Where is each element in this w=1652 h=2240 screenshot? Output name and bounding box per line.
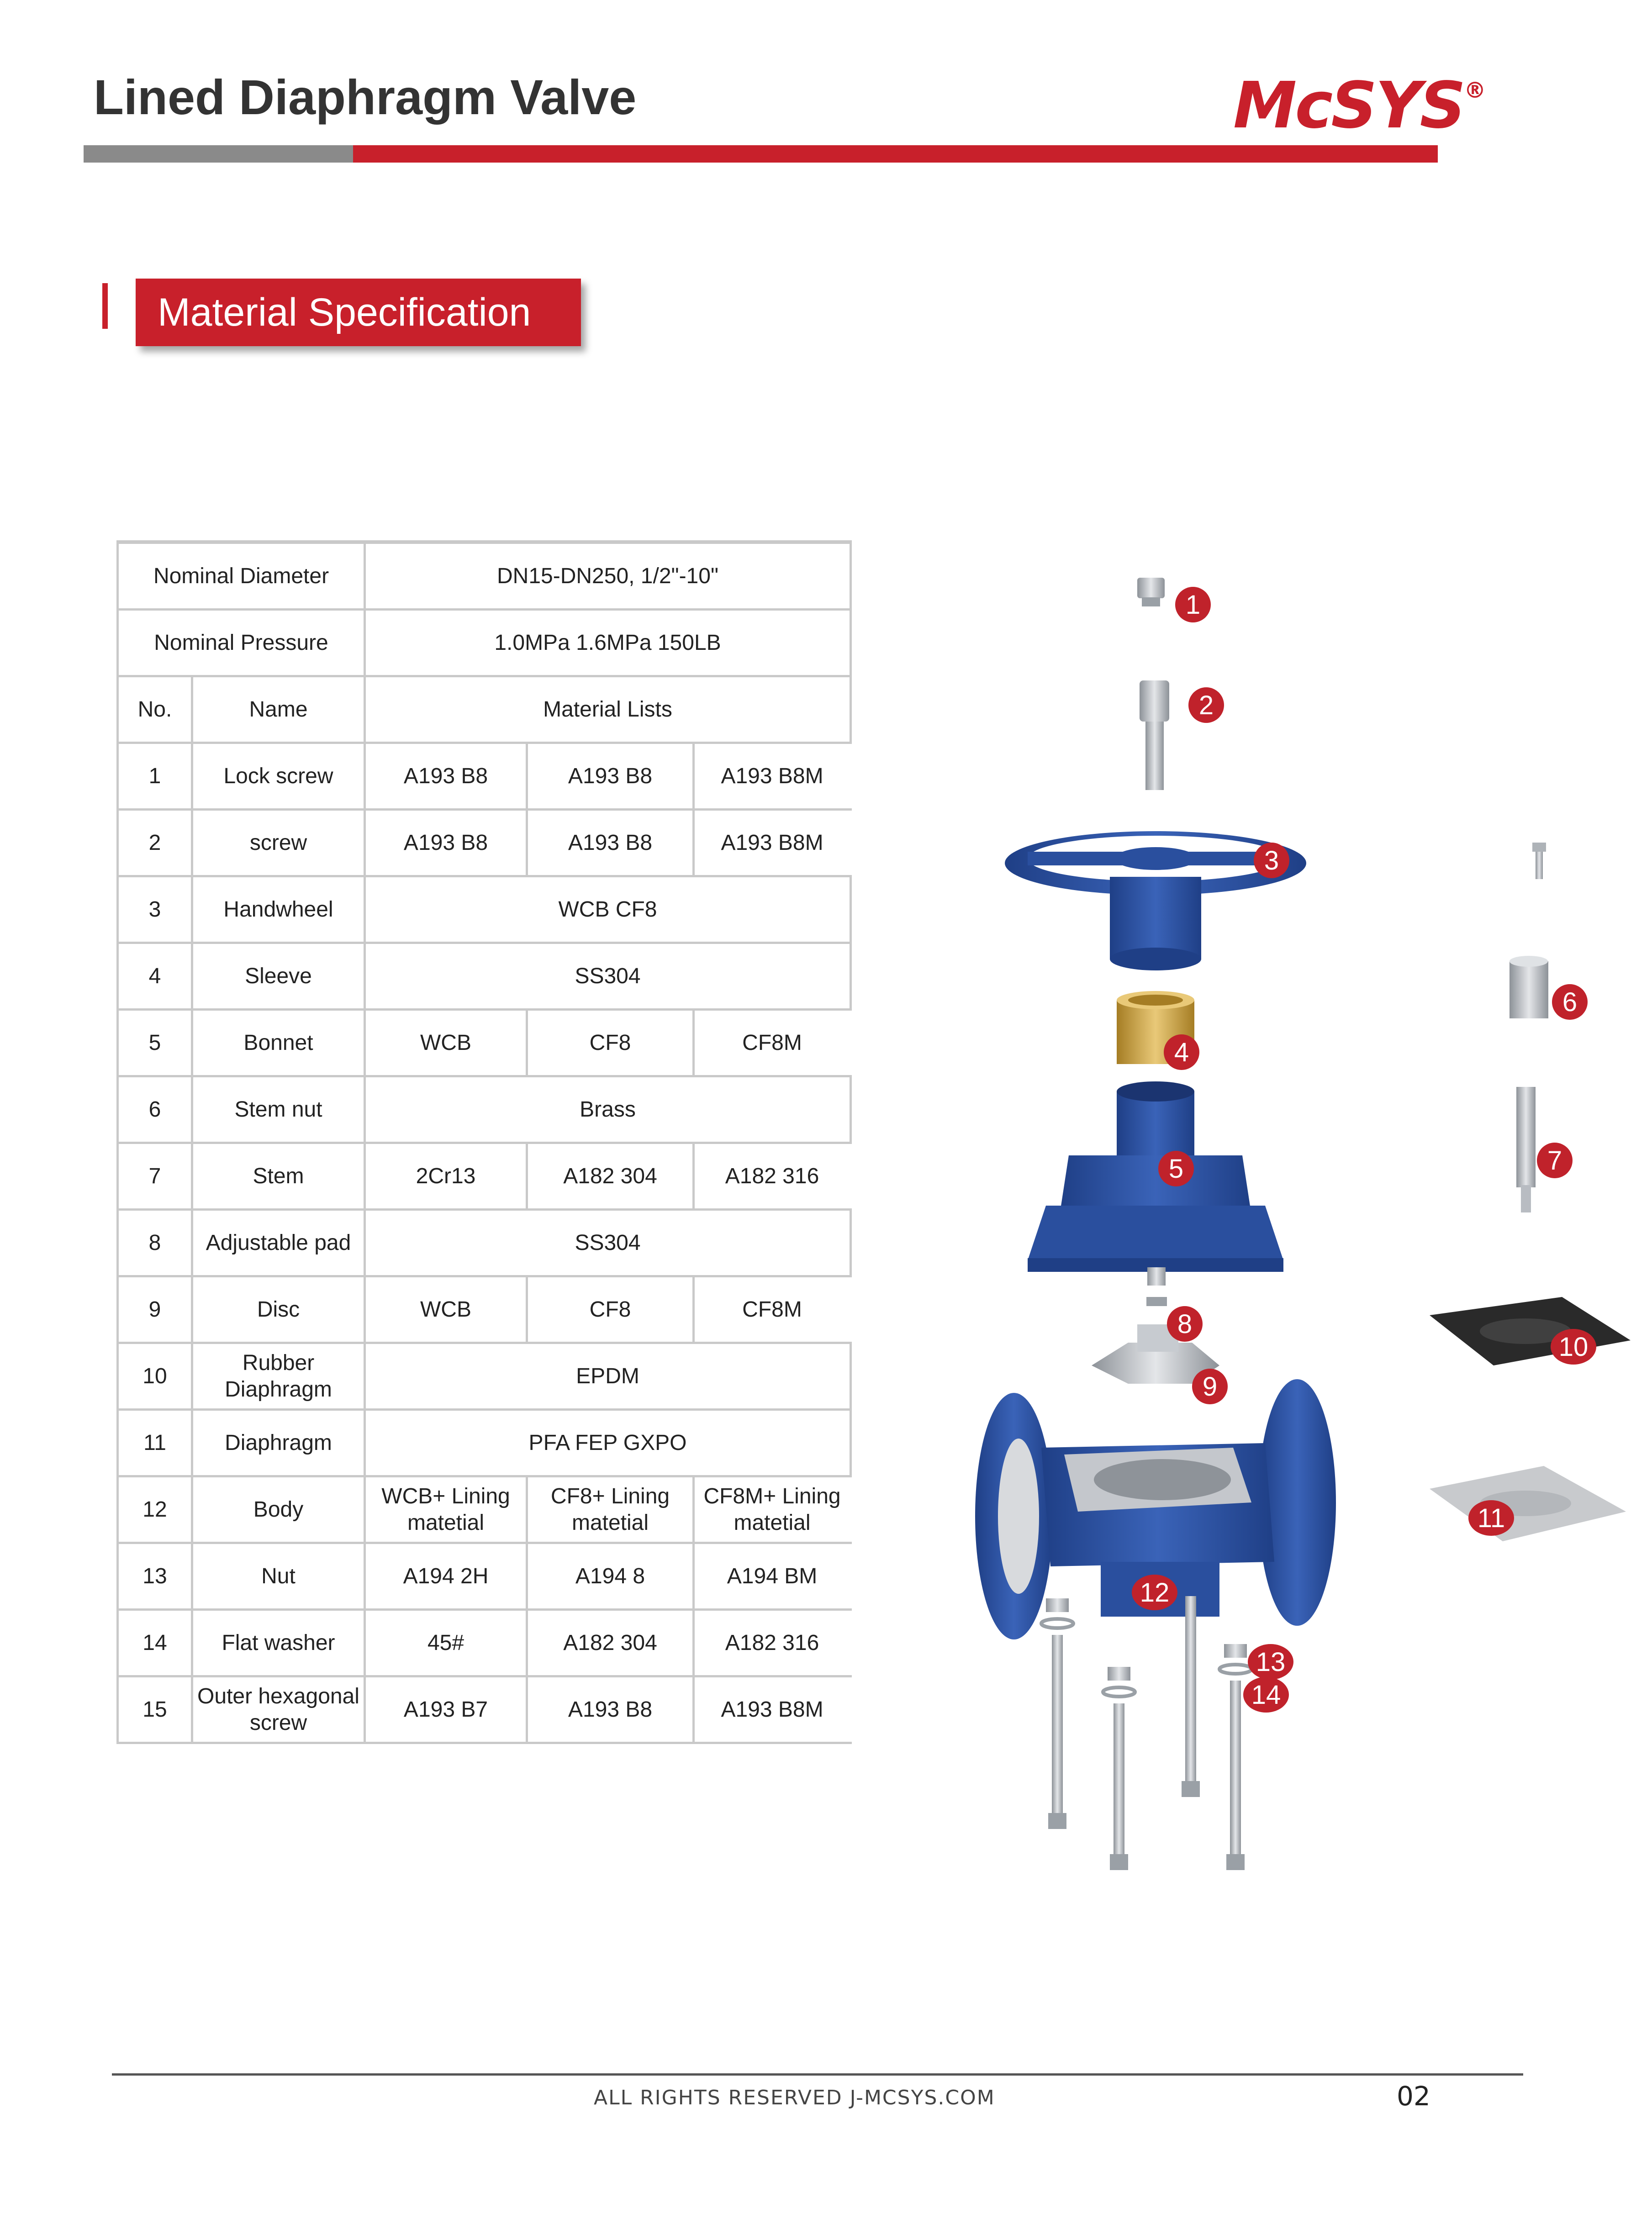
material-cell: CF8+ Lining matetial: [527, 1476, 694, 1543]
table-row: [118, 1210, 851, 1276]
part-name: Stem nut: [192, 1076, 365, 1143]
material-cell: WCB CF8: [365, 876, 851, 943]
header-rule-red: [353, 145, 1438, 163]
part-name: screw: [192, 810, 365, 876]
logo-text: McSYS: [1233, 69, 1464, 143]
table-row: [118, 1276, 851, 1343]
material-cell: A193 B8M: [694, 810, 851, 876]
row-number: 4: [118, 943, 192, 1010]
section-heading: [136, 279, 581, 346]
nominal-diameter-label: Nominal Diameter: [118, 542, 365, 610]
column-header-materials: Material Lists: [365, 676, 851, 743]
material-cell: A193 B8: [527, 810, 694, 876]
part-name: Adjustable pad: [192, 1210, 365, 1276]
part-badge-5: 5: [1158, 1151, 1194, 1186]
part-badge-3: 3: [1254, 843, 1289, 878]
material-cell: A193 B8M: [694, 743, 851, 810]
part-name: Sleeve: [192, 943, 365, 1010]
lock-screw-part: [1137, 578, 1165, 606]
material-cell: A182 316: [694, 1143, 851, 1210]
table-row: [118, 1410, 851, 1476]
part-name: Body: [192, 1476, 365, 1543]
row-number: 11: [118, 1410, 192, 1476]
table-row: [118, 1476, 851, 1543]
row-number: 8: [118, 1210, 192, 1276]
table-row: [118, 1676, 851, 1743]
material-cell: CF8: [527, 1276, 694, 1343]
part-badge-6: 6: [1552, 984, 1588, 1020]
material-spec-table: [116, 540, 852, 1744]
part-name: Stem: [192, 1143, 365, 1210]
material-cell: A193 B8: [527, 743, 694, 810]
row-number: 1: [118, 743, 192, 810]
material-cell: EPDM: [365, 1343, 851, 1410]
section-title: Material Specification: [158, 290, 531, 334]
table-row: [118, 1543, 851, 1610]
material-cell: 2Cr13: [365, 1143, 527, 1210]
row-number: 14: [118, 1610, 192, 1676]
table-row: [118, 943, 851, 1010]
part-badge-12: 12: [1132, 1575, 1177, 1610]
nominal-pressure-value: 1.0MPa 1.6MPa 150LB: [365, 610, 851, 676]
material-cell: A193 B8: [365, 743, 527, 810]
material-cell: A182 316: [694, 1610, 851, 1676]
part-name: Flat washer: [192, 1610, 365, 1676]
part-badge-11: 11: [1468, 1500, 1514, 1536]
bonnet-part: [1028, 1081, 1283, 1272]
table-row: [118, 610, 851, 676]
row-number: 5: [118, 1010, 192, 1076]
material-cell: CF8M: [694, 1276, 851, 1343]
table-row: [118, 1076, 851, 1143]
row-number: 13: [118, 1543, 192, 1610]
material-cell: SS304: [365, 943, 851, 1010]
part-badge-9: 9: [1192, 1369, 1228, 1404]
stem-part: [1516, 1087, 1536, 1212]
row-number: 12: [118, 1476, 192, 1543]
footer-rule: [112, 2073, 1523, 2076]
stem-nut-part: [1509, 956, 1548, 1018]
table-row: [118, 1143, 851, 1210]
table-row: [118, 1610, 851, 1676]
part-badge-8: 8: [1167, 1306, 1203, 1342]
adjustable-pad-part: [1146, 1267, 1167, 1306]
part-badge-2: 2: [1188, 687, 1224, 723]
bolt-set: [1041, 1596, 1251, 1870]
material-cell: WCB: [365, 1276, 527, 1343]
table-row: [118, 876, 851, 943]
column-header-name: Name: [192, 676, 365, 743]
material-cell: A193 B8: [365, 810, 527, 876]
part-name: Nut: [192, 1543, 365, 1610]
row-number: 3: [118, 876, 192, 943]
part-name: Bonnet: [192, 1010, 365, 1076]
material-cell: Brass: [365, 1076, 851, 1143]
material-cell: CF8M: [694, 1010, 851, 1076]
part-name: Disc: [192, 1276, 365, 1343]
part-name: Lock screw: [192, 743, 365, 810]
material-cell: A193 B8: [527, 1676, 694, 1743]
part-name: Outer hexagonal screw: [192, 1676, 365, 1743]
material-cell: A194 8: [527, 1543, 694, 1610]
nominal-pressure-label: Nominal Pressure: [118, 610, 365, 676]
part-badge-14: 14: [1243, 1677, 1289, 1713]
exploded-valve-diagram: [936, 548, 1644, 1872]
part-badge-7: 7: [1537, 1143, 1573, 1178]
part-badge-1: 1: [1175, 587, 1211, 622]
row-number: 6: [118, 1076, 192, 1143]
material-cell: CF8: [527, 1010, 694, 1076]
part-badge-4: 4: [1164, 1034, 1199, 1070]
material-cell: CF8M+ Lining matetial: [694, 1476, 851, 1543]
rubber-diaphragm-part: [1430, 1297, 1631, 1365]
table-row: [118, 542, 851, 610]
part-name: Rubber Diaphragm: [192, 1343, 365, 1410]
part-name: Handwheel: [192, 876, 365, 943]
table-header-row: [118, 676, 851, 743]
table-row: [118, 1010, 851, 1076]
part-name: Diaphragm: [192, 1410, 365, 1476]
material-cell: A182 304: [527, 1610, 694, 1676]
brand-logo: [1233, 69, 1484, 143]
small-screw-part: [1532, 843, 1546, 879]
row-number: 7: [118, 1143, 192, 1210]
registered-mark: ®: [1464, 78, 1484, 103]
material-cell: WCB: [365, 1010, 527, 1076]
table-row: [118, 1343, 851, 1410]
footer-copyright: ALL RIGHTS RESERVED J-MCSYS.COM: [594, 2086, 995, 2109]
column-header-no: No.: [118, 676, 192, 743]
nominal-diameter-value: DN15-DN250, 1/2"-10": [365, 542, 851, 610]
material-cell: WCB+ Lining matetial: [365, 1476, 527, 1543]
row-number: 15: [118, 1676, 192, 1743]
table-row: [118, 743, 851, 810]
material-cell: A182 304: [527, 1143, 694, 1210]
material-cell: A194 2H: [365, 1543, 527, 1610]
row-number: 9: [118, 1276, 192, 1343]
screw-part: [1140, 680, 1169, 790]
page-title: Lined Diaphragm Valve: [94, 69, 637, 125]
part-badge-13: 13: [1248, 1644, 1293, 1680]
material-cell: A194 BM: [694, 1543, 851, 1610]
material-cell: 45#: [365, 1610, 527, 1676]
header-rule-gray: [84, 145, 353, 163]
table-row: [118, 810, 851, 876]
material-cell: A193 B7: [365, 1676, 527, 1743]
material-cell: SS304: [365, 1210, 851, 1276]
row-number: 10: [118, 1343, 192, 1410]
material-cell: PFA FEP GXPO: [365, 1410, 851, 1476]
section-accent-bar: [102, 283, 108, 329]
part-badge-10: 10: [1551, 1329, 1596, 1365]
row-number: 2: [118, 810, 192, 876]
page-number: 02: [1397, 2081, 1430, 2112]
material-cell: A193 B8M: [694, 1676, 851, 1743]
ptfe-diaphragm-part: [1430, 1466, 1626, 1541]
